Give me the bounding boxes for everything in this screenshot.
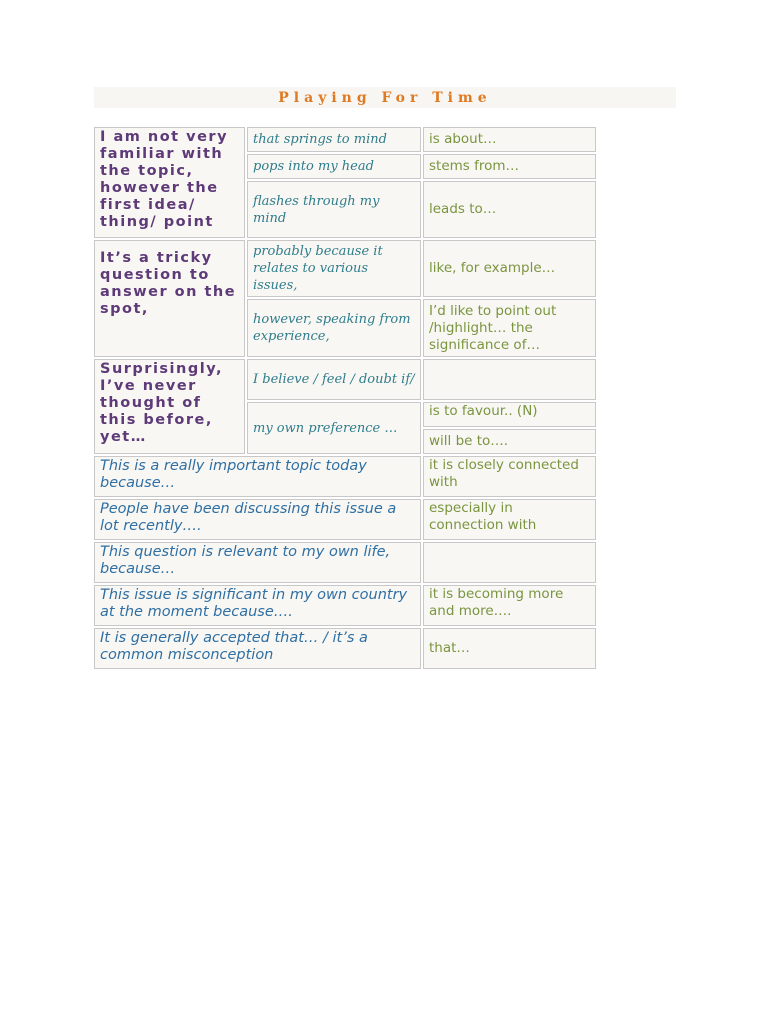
middle-cell: flashes through my mind [247,181,421,238]
statement-ending-cell: especially in connection with [423,499,596,540]
phrase-table [92,125,598,671]
table-row [94,542,596,583]
opener-cell: It’s a tricky question to answer on the spot, [94,240,245,357]
middle-cell: that springs to mind [247,127,421,152]
statement-ending-cell: that… [423,628,596,669]
statement-cell: It is generally accepted that… / it’s a common misconception [94,628,421,669]
table-row [94,359,596,400]
statement-cell: This issue is significant in my own country at the moment because…. [94,585,421,626]
middle-cell: probably because it relates to various issues, [247,240,421,297]
statement-ending-cell: it is becoming more and more…. [423,585,596,626]
middle-cell: I believe / feel / doubt if/ [247,359,421,400]
middle-cell: my own preference … [247,402,421,454]
table-row [94,628,596,669]
ending-cell: leads to… [423,181,596,238]
statement-cell: People have been discussing this issue a lot recently…. [94,499,421,540]
ending-cell: like, for example… [423,240,596,297]
statement-cell: This is a really important topic today because… [94,456,421,497]
page-title: Playing For Time [278,90,492,106]
title-bar [94,87,676,108]
ending-cell: is to favour.. (N) [423,402,596,427]
table-row [94,499,596,540]
middle-cell: however, speaking from experience, [247,299,421,357]
statement-ending-cell: it is closely connected with [423,456,596,497]
table-row [94,127,596,152]
table-row [94,240,596,297]
middle-cell: pops into my head [247,154,421,179]
opener-cell: Surprisingly, I’ve never thought of this before, yet… [94,359,245,454]
ending-cell: stems from… [423,154,596,179]
opener-cell: I am not very familiar with the topic, however the first idea/ thing/ point [94,127,245,238]
ending-cell [423,359,596,400]
ending-cell: I’d like to point out /highlight… the significance of… [423,299,596,357]
statement-ending-cell [423,542,596,583]
ending-cell: will be to…. [423,429,596,454]
ending-cell: is about… [423,127,596,152]
statement-cell: This question is relevant to my own life, because… [94,542,421,583]
table-row [94,585,596,626]
table-row [94,456,596,497]
